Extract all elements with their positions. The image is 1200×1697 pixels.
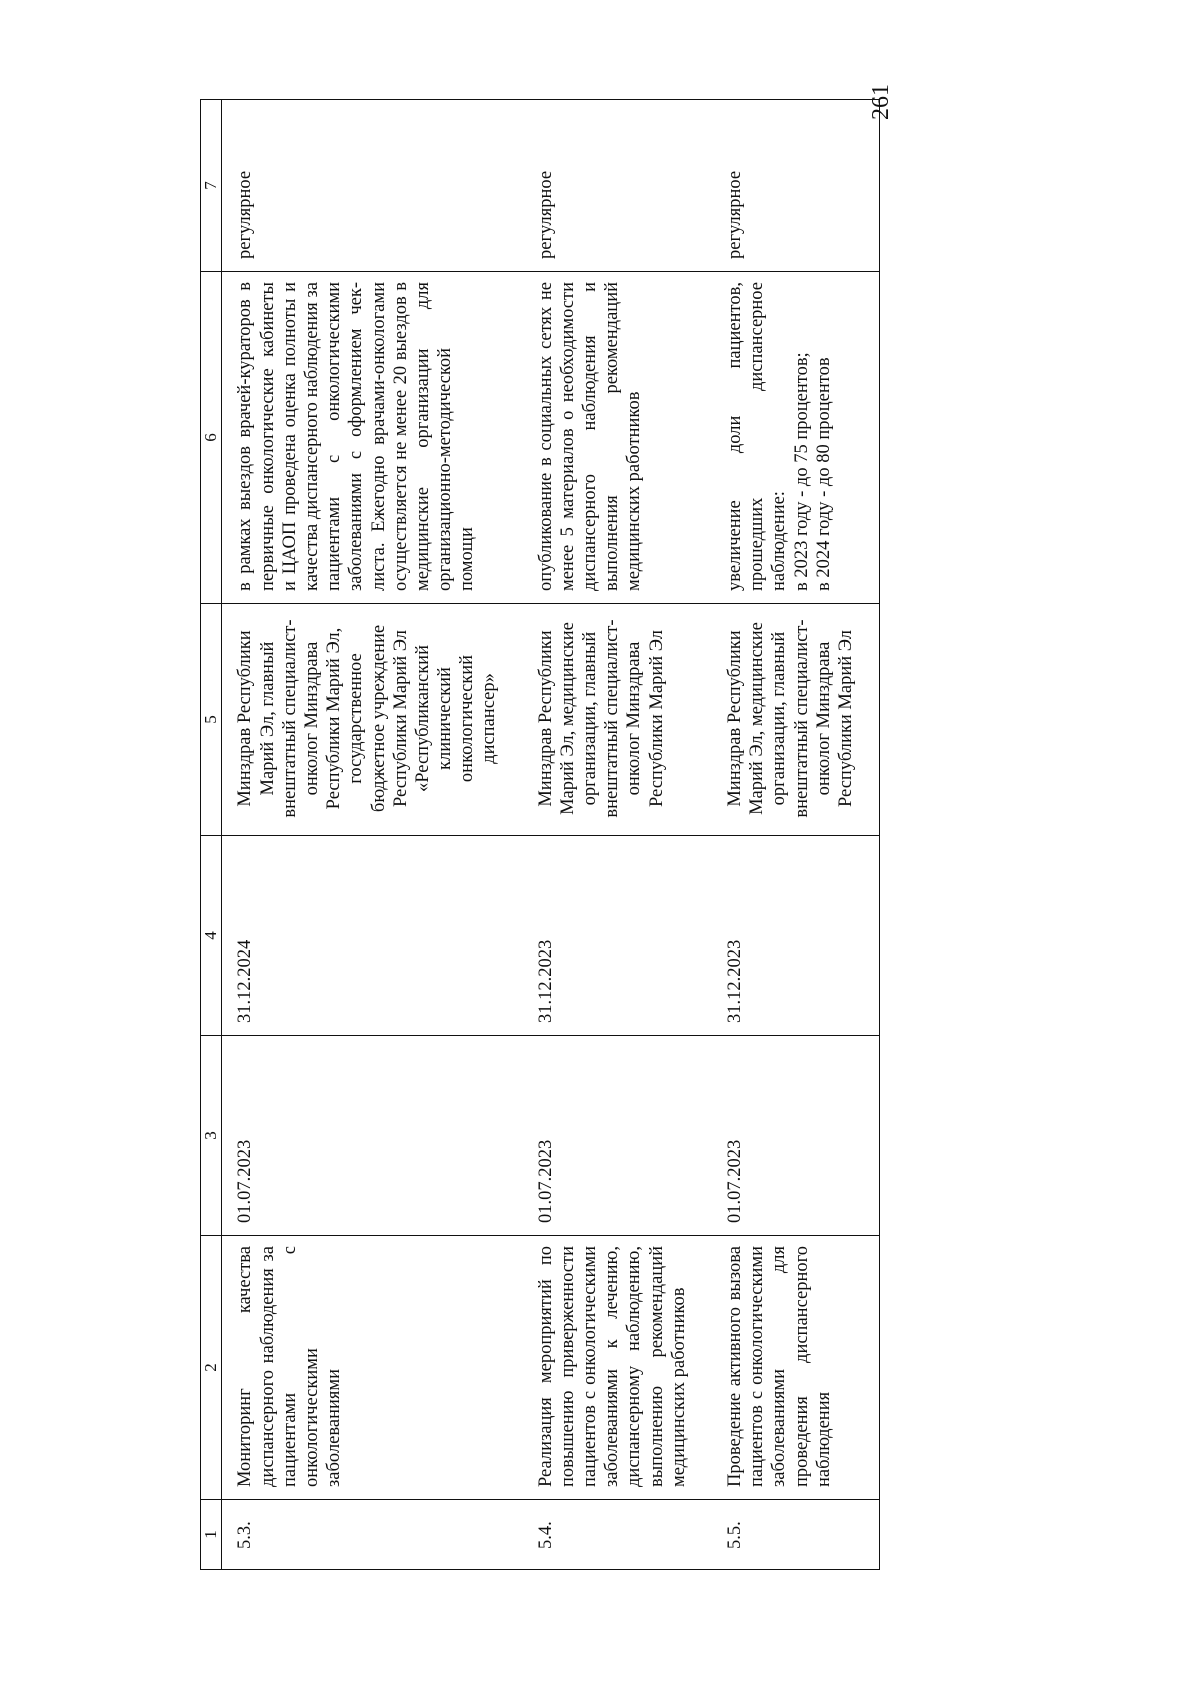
end-date: 31.12.2024 bbox=[222, 836, 523, 1036]
column-number: 4 bbox=[201, 836, 222, 1036]
responsible-executor: Минздрав Республики Марий Эл, медицинские организации, главный внештатный специалист-онколог Минздрава Республики Марий Эл bbox=[523, 604, 712, 836]
responsible-executor: Минздрав Республики Марий Эл, медицинские организации, главный внештатный специалист-онколог Минздрава Республики Марий Эл bbox=[712, 604, 880, 836]
end-date: 31.12.2023 bbox=[523, 836, 712, 1036]
periodicity: регулярное bbox=[222, 100, 523, 272]
column-number: 3 bbox=[201, 1036, 222, 1236]
column-number: 7 bbox=[201, 100, 222, 272]
column-number: 5 bbox=[201, 604, 222, 836]
event-name: Мониторинг качества диспансерного наблюдения за пациентами с онкологическими заболеваниями bbox=[222, 1236, 523, 1500]
column-numbers-row bbox=[201, 100, 222, 1570]
table-row bbox=[222, 100, 523, 1570]
item-number: 5.4. bbox=[523, 1500, 712, 1570]
table-row bbox=[712, 100, 880, 1570]
expected-result: опубликование в социальных сетях не менее 5 материалов о необходимости диспансерного наблюдения и выполнения рекомендаций медицинских работников bbox=[523, 272, 712, 604]
page-number: 261 bbox=[868, 84, 894, 120]
result-line-2024: в 2024 году - до 80 процентов bbox=[813, 357, 834, 591]
result-intro: увеличение доли пациентов, прошедших диспансерное наблюдение: bbox=[724, 282, 790, 591]
responsible-executor: Минздрав Республики Марий Эл, главный внештатный специалист-онколог Минздрава Республики Марий Эл, государственное бюджетное учреждение Республики Марий Эл «Республиканский клинический онкологический диспансер» bbox=[222, 604, 523, 836]
action-plan-table bbox=[200, 99, 880, 1570]
periodicity: регулярное bbox=[523, 100, 712, 272]
start-date: 01.07.2023 bbox=[712, 1036, 880, 1236]
start-date: 01.07.2023 bbox=[523, 1036, 712, 1236]
expected-result bbox=[712, 272, 880, 604]
expected-result: в рамках выездов врачей-кураторов в первичные онкологические кабинеты и ЦАОП проведена оценка полноты и качества диспансерного наблюдения за пациентами с онкологическими заболеваниями с оформлением чек-листа. Ежегодно врачами-онкологами осуществляется не менее 20 выездов в медицинские организации для организационно-методической помощи bbox=[222, 272, 523, 604]
event-name: Реализация мероприятий по повышению приверженности пациентов с онкологическими заболеваниями к лечению, диспансерному наблюдению, выполнению рекомендаций медицинских работников bbox=[523, 1236, 712, 1500]
end-date: 31.12.2023 bbox=[712, 836, 880, 1036]
item-number: 5.5. bbox=[712, 1500, 880, 1570]
column-number: 2 bbox=[201, 1236, 222, 1500]
rotated-page-content bbox=[200, 100, 1200, 1570]
periodicity: регулярное bbox=[712, 100, 880, 272]
start-date: 01.07.2023 bbox=[222, 1036, 523, 1236]
table-row bbox=[523, 100, 712, 1570]
event-name: Проведение активного вызова пациентов с онкологическими заболеваниями для проведения диспансерного наблюдения bbox=[712, 1236, 880, 1500]
item-number: 5.3. bbox=[222, 1500, 523, 1570]
column-number: 1 bbox=[201, 1500, 222, 1570]
column-number: 6 bbox=[201, 272, 222, 604]
result-line-2023: в 2023 году - до 75 процентов; bbox=[791, 352, 812, 591]
